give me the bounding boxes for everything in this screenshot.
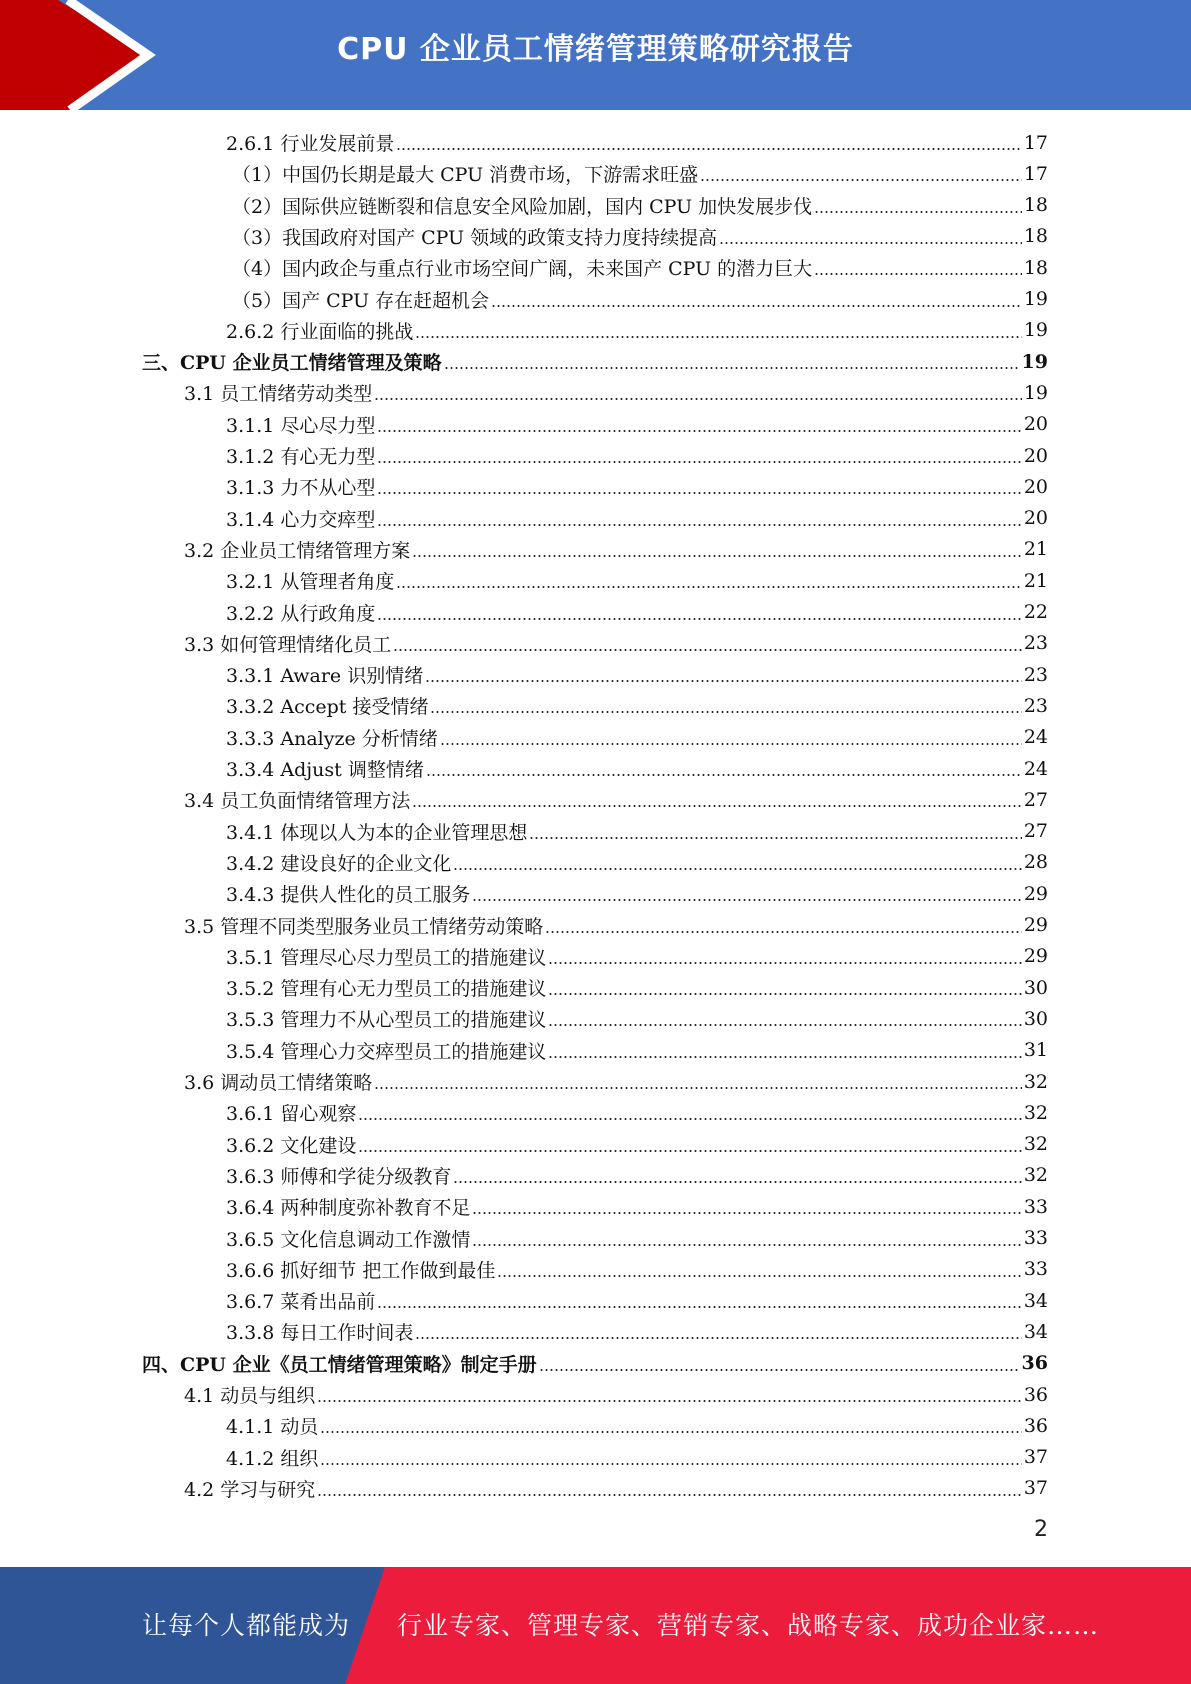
- toc-entry-page: 22: [1023, 601, 1048, 623]
- toc-entry[interactable]: [226, 753, 1048, 784]
- toc-entry-label: 3.1.1 尽心尽力型: [226, 414, 376, 437]
- toc-entry-label: （2）国际供应链断裂和信息安全风险加剧，国内 CPU 加快发展步伐: [232, 195, 813, 218]
- toc-dot-leader: [440, 743, 1022, 745]
- toc-entry-page: 30: [1023, 1007, 1048, 1030]
- toc-entry-page: 34: [1023, 1320, 1048, 1343]
- toc-entry-page: 29: [1023, 882, 1048, 905]
- toc-entry-label: （4）国内政企与重点行业市场空间广阔，未来国产 CPU 的潜力巨大: [232, 258, 813, 281]
- toc-dot-leader: [396, 148, 1021, 150]
- toc-entry-label: 3.5.3 管理力不从心型员工的措施建议: [226, 1009, 547, 1032]
- toc-entry[interactable]: [184, 377, 1048, 408]
- toc-entry-page: 33: [1023, 1195, 1048, 1218]
- toc-dot-leader: [426, 774, 1022, 776]
- toc-entry-label: 3.2.2 从行政角度: [226, 602, 376, 625]
- toc-entry-label: 3.3 如何管理情绪化员工: [184, 633, 392, 656]
- toc-dot-leader: [814, 211, 1022, 213]
- toc-entry[interactable]: [226, 816, 1048, 847]
- toc-entry-label: 3.1.3 力不从心型: [226, 477, 376, 500]
- toc-dot-leader: [317, 1400, 1022, 1402]
- toc-dot-leader: [412, 555, 1022, 557]
- toc-entry[interactable]: [226, 1223, 1048, 1254]
- toc-entry-label: 3.3.8 每日工作时间表: [226, 1322, 414, 1345]
- toc-entry[interactable]: [184, 1379, 1048, 1410]
- toc-entry[interactable]: [226, 659, 1048, 690]
- toc-entry[interactable]: [226, 1160, 1048, 1191]
- toc-entry-label: 3.1 员工情绪劳动类型: [184, 383, 373, 406]
- toc-entry[interactable]: [226, 722, 1048, 753]
- toc-entry[interactable]: [226, 565, 1048, 596]
- toc-entry[interactable]: [226, 503, 1048, 534]
- toc-entry-label: 4.1.2 组织: [226, 1447, 319, 1470]
- toc-entry[interactable]: [226, 1410, 1048, 1441]
- toc-entry-page: 19: [1023, 288, 1048, 310]
- toc-entry-page: 17: [1023, 131, 1048, 154]
- toc-entry-page: 20: [1023, 444, 1048, 467]
- toc-entry-label: （3）我国政府对国产 CPU 领域的政策支持力度持续提高: [232, 226, 718, 249]
- toc-entry-page: 27: [1023, 820, 1048, 843]
- toc-entry-label: （5）国产 CPU 存在赶超机会: [232, 289, 490, 312]
- toc-entry[interactable]: [226, 440, 1048, 471]
- toc-dot-leader: [320, 1431, 1021, 1433]
- toc-entry-page: 29: [1023, 914, 1048, 936]
- page-title: CPU 企业员工情绪管理策略研究报告: [337, 32, 854, 67]
- toc-entry-label: 3.6.5 文化信息调动工作激情: [226, 1228, 471, 1251]
- toc-dot-leader: [472, 1244, 1021, 1246]
- toc-entry-page: 36: [1023, 1414, 1048, 1437]
- toc-entry-label: 3.4.2 建设良好的企业文化: [226, 852, 452, 875]
- toc-entry-label: 3.6.6 抓好细节 把工作做到最佳: [226, 1259, 496, 1282]
- toc-entry-page: 20: [1023, 507, 1048, 530]
- toc-entry-page: 21: [1023, 538, 1048, 561]
- toc-entry-label: 四、CPU 企业《员工情绪管理策略》制定手册: [142, 1353, 537, 1376]
- toc-entry[interactable]: [184, 1066, 1048, 1097]
- toc-dot-leader: [320, 1463, 1021, 1465]
- toc-entry-page: 33: [1023, 1227, 1048, 1249]
- toc-dot-leader: [377, 430, 1021, 432]
- toc-entry-label: 3.1.4 心力交瘁型: [226, 508, 376, 531]
- toc-entry-page: 19: [1023, 381, 1048, 404]
- toc-entry-label: 3.6.7 菜肴出品前: [226, 1291, 376, 1314]
- toc-dot-leader: [548, 1056, 1021, 1058]
- toc-entry[interactable]: [226, 1254, 1048, 1285]
- footer-slogan-right: 行业专家、管理专家、营销专家、战略专家、成功企业家……: [397, 1611, 1100, 1640]
- toc-entry-label: 2.6.2 行业面临的挑战: [226, 320, 414, 343]
- toc-entry[interactable]: [226, 1316, 1048, 1347]
- toc-entry-page: 32: [1023, 1164, 1048, 1187]
- toc-entry-label: 3.5.1 管理尽心尽力型员工的措施建议: [226, 946, 547, 969]
- toc-entry-page: 19: [1021, 350, 1048, 373]
- toc-dot-leader: [377, 618, 1021, 620]
- toc-entry[interactable]: [226, 1035, 1048, 1066]
- toc-entry[interactable]: [226, 1097, 1048, 1128]
- toc-entry-page: 31: [1023, 1039, 1048, 1062]
- toc-entry-page: 20: [1023, 413, 1048, 436]
- toc-entry[interactable]: [226, 1191, 1048, 1222]
- toc-dot-leader: [814, 273, 1022, 275]
- toc-entry[interactable]: [226, 690, 1048, 721]
- toc-dot-leader: [377, 492, 1021, 494]
- toc-dot-leader: [393, 649, 1022, 651]
- footer-slogan-left: 让每个人都能成为: [142, 1611, 351, 1640]
- toc-entry-label: 2.6.1 行业发展前景: [226, 133, 395, 155]
- toc-entry-page: 33: [1023, 1258, 1048, 1281]
- toc-entry[interactable]: [226, 1442, 1048, 1473]
- toc-entry-page: 24: [1023, 726, 1048, 749]
- toc-dot-leader: [453, 1181, 1021, 1183]
- toc-entry[interactable]: [232, 158, 1048, 189]
- toc-entry-label: 3.6.3 师傅和学徒分级教育: [226, 1165, 452, 1188]
- toc-entry[interactable]: [226, 409, 1048, 440]
- toc-entry-label: 3.5 管理不同类型服务业员工情绪劳动策略: [184, 915, 544, 938]
- toc-dot-leader: [472, 1212, 1021, 1214]
- toc-entry-label: 3.6.2 文化建设: [226, 1134, 357, 1157]
- toc-dot-leader: [374, 1087, 1022, 1089]
- toc-entry-page: 34: [1023, 1289, 1048, 1312]
- toc-entry-page: 19: [1023, 319, 1048, 342]
- toc-entry-label: 4.1.1 动员: [226, 1416, 319, 1439]
- page-footer: [0, 1567, 1191, 1684]
- toc-entry-label: 4.1 动员与组织: [184, 1385, 316, 1407]
- toc-entry[interactable]: [184, 784, 1048, 815]
- toc-entry-page: 37: [1023, 1446, 1048, 1469]
- toc-entry-page: 23: [1023, 663, 1048, 686]
- toc-chapter-entry[interactable]: [142, 346, 1048, 377]
- toc-dot-leader: [700, 179, 1022, 181]
- toc-entry-label: 3.4.3 提供人性化的员工服务: [226, 884, 471, 907]
- toc-entry[interactable]: [184, 534, 1048, 565]
- toc-entry-label: 3.5.2 管理有心无力型员工的措施建议: [226, 978, 547, 1001]
- toc-entry-label: 3.3.1 Aware 识别情绪: [226, 665, 424, 688]
- toc-entry[interactable]: [226, 1129, 1048, 1160]
- toc-dot-leader: [377, 461, 1021, 463]
- toc-dot-leader: [374, 398, 1022, 400]
- toc-dot-leader: [317, 1494, 1022, 1496]
- toc-entry-page: 24: [1023, 757, 1048, 780]
- toc-entry[interactable]: [226, 1285, 1048, 1316]
- toc-entry-page: 21: [1023, 569, 1048, 592]
- toc-entry[interactable]: [226, 471, 1048, 502]
- toc-entry-label: 3.3.3 Analyze 分析情绪: [226, 727, 438, 750]
- toc-entry-label: 4.2 学习与研究: [184, 1478, 316, 1501]
- toc-entry[interactable]: [226, 878, 1048, 909]
- toc-entry-page: 29: [1023, 945, 1048, 968]
- page-header: [0, 0, 1191, 110]
- toc-dot-leader: [491, 305, 1022, 307]
- toc-entry-page: 20: [1023, 475, 1048, 498]
- toc-entry-page: 23: [1023, 694, 1048, 717]
- toc-entry-page: 23: [1023, 632, 1048, 655]
- toc-entry[interactable]: [226, 597, 1048, 628]
- toc-dot-leader: [444, 367, 1020, 369]
- toc-entry-label: 3.3.2 Accept 接受情绪: [226, 696, 429, 719]
- toc-entry-label: 3.2.1 从管理者角度: [226, 571, 395, 594]
- toc-dot-leader: [415, 1337, 1021, 1339]
- toc-entry-label: 3.3.4 Adjust 调整情绪: [226, 759, 424, 781]
- toc-entry[interactable]: [232, 221, 1048, 252]
- toc-dot-leader: [377, 524, 1021, 526]
- toc-dot-leader: [358, 1150, 1021, 1152]
- toc-entry[interactable]: [232, 284, 1048, 315]
- toc-dot-leader: [719, 242, 1022, 244]
- toc-entry-page: 30: [1023, 976, 1048, 999]
- toc-dot-leader: [472, 899, 1021, 901]
- toc-dot-leader: [453, 868, 1021, 870]
- toc-dot-leader: [358, 1118, 1021, 1120]
- toc-entry-label: 三、CPU 企业员工情绪管理及策略: [142, 352, 442, 375]
- toc-entry-label: 3.1.2 有心无力型: [226, 446, 376, 468]
- toc-entry-label: 3.4 员工负面情绪管理方法: [184, 790, 411, 813]
- toc-entry[interactable]: [226, 315, 1048, 346]
- toc-entry-label: 3.6.4 两种制度弥补教育不足: [226, 1197, 471, 1220]
- toc-dot-leader: [377, 1306, 1021, 1308]
- toc-entry[interactable]: [226, 972, 1048, 1003]
- toc-entry-label: （1）中国仍长期是最大 CPU 消费市场，下游需求旺盛: [232, 164, 699, 187]
- toc-entry-label: 3.5.4 管理心力交瘁型员工的措施建议: [226, 1040, 547, 1063]
- toc-entry[interactable]: [226, 941, 1048, 972]
- toc-entry-page: 18: [1023, 194, 1048, 217]
- toc-dot-leader: [425, 680, 1022, 682]
- toc-dot-leader: [415, 336, 1021, 338]
- toc-entry-page: 36: [1021, 1352, 1048, 1375]
- toc-entry-page: 32: [1023, 1070, 1048, 1093]
- toc-entry[interactable]: [226, 847, 1048, 878]
- toc-dot-leader: [548, 1024, 1021, 1026]
- toc-entry[interactable]: [232, 190, 1048, 221]
- toc-entry-label: 3.4.1 体现以人为本的企业管理思想: [226, 821, 528, 844]
- toc-entry-page: 18: [1023, 256, 1048, 279]
- toc-entry[interactable]: [226, 1003, 1048, 1034]
- toc-entry[interactable]: [184, 628, 1048, 659]
- toc-dot-leader: [396, 586, 1021, 588]
- toc-entry-page: 17: [1023, 162, 1048, 185]
- toc-entry[interactable]: [184, 1473, 1048, 1504]
- toc-entry-page: 28: [1023, 851, 1048, 874]
- toc-dot-leader: [548, 993, 1021, 995]
- toc-entry[interactable]: [184, 910, 1048, 941]
- toc-entry[interactable]: [232, 252, 1048, 283]
- page-number: 2: [1034, 1517, 1048, 1542]
- toc-dot-leader: [497, 1275, 1021, 1277]
- toc-entry-page: 36: [1023, 1383, 1048, 1406]
- toc-dot-leader: [529, 837, 1021, 839]
- toc-dot-leader: [548, 962, 1021, 964]
- toc-entry-label: 3.6 调动员工情绪策略: [184, 1072, 373, 1094]
- toc-dot-leader: [545, 931, 1022, 933]
- toc-entry-page: 32: [1023, 1101, 1048, 1124]
- toc-entry-page: 32: [1023, 1133, 1048, 1156]
- toc-entry-page: 18: [1023, 225, 1048, 248]
- toc-entry-label: 3.6.1 留心观察: [226, 1103, 357, 1126]
- toc-entry-page: 27: [1023, 788, 1048, 811]
- toc-dot-leader: [412, 805, 1022, 807]
- toc-entry-page: 37: [1023, 1477, 1048, 1500]
- toc-entry[interactable]: [226, 127, 1048, 158]
- toc-chapter-entry[interactable]: [142, 1348, 1048, 1379]
- toc-dot-leader: [539, 1369, 1020, 1371]
- toc-entry-label: 3.2 企业员工情绪管理方案: [184, 539, 411, 562]
- toc-dot-leader: [430, 711, 1021, 713]
